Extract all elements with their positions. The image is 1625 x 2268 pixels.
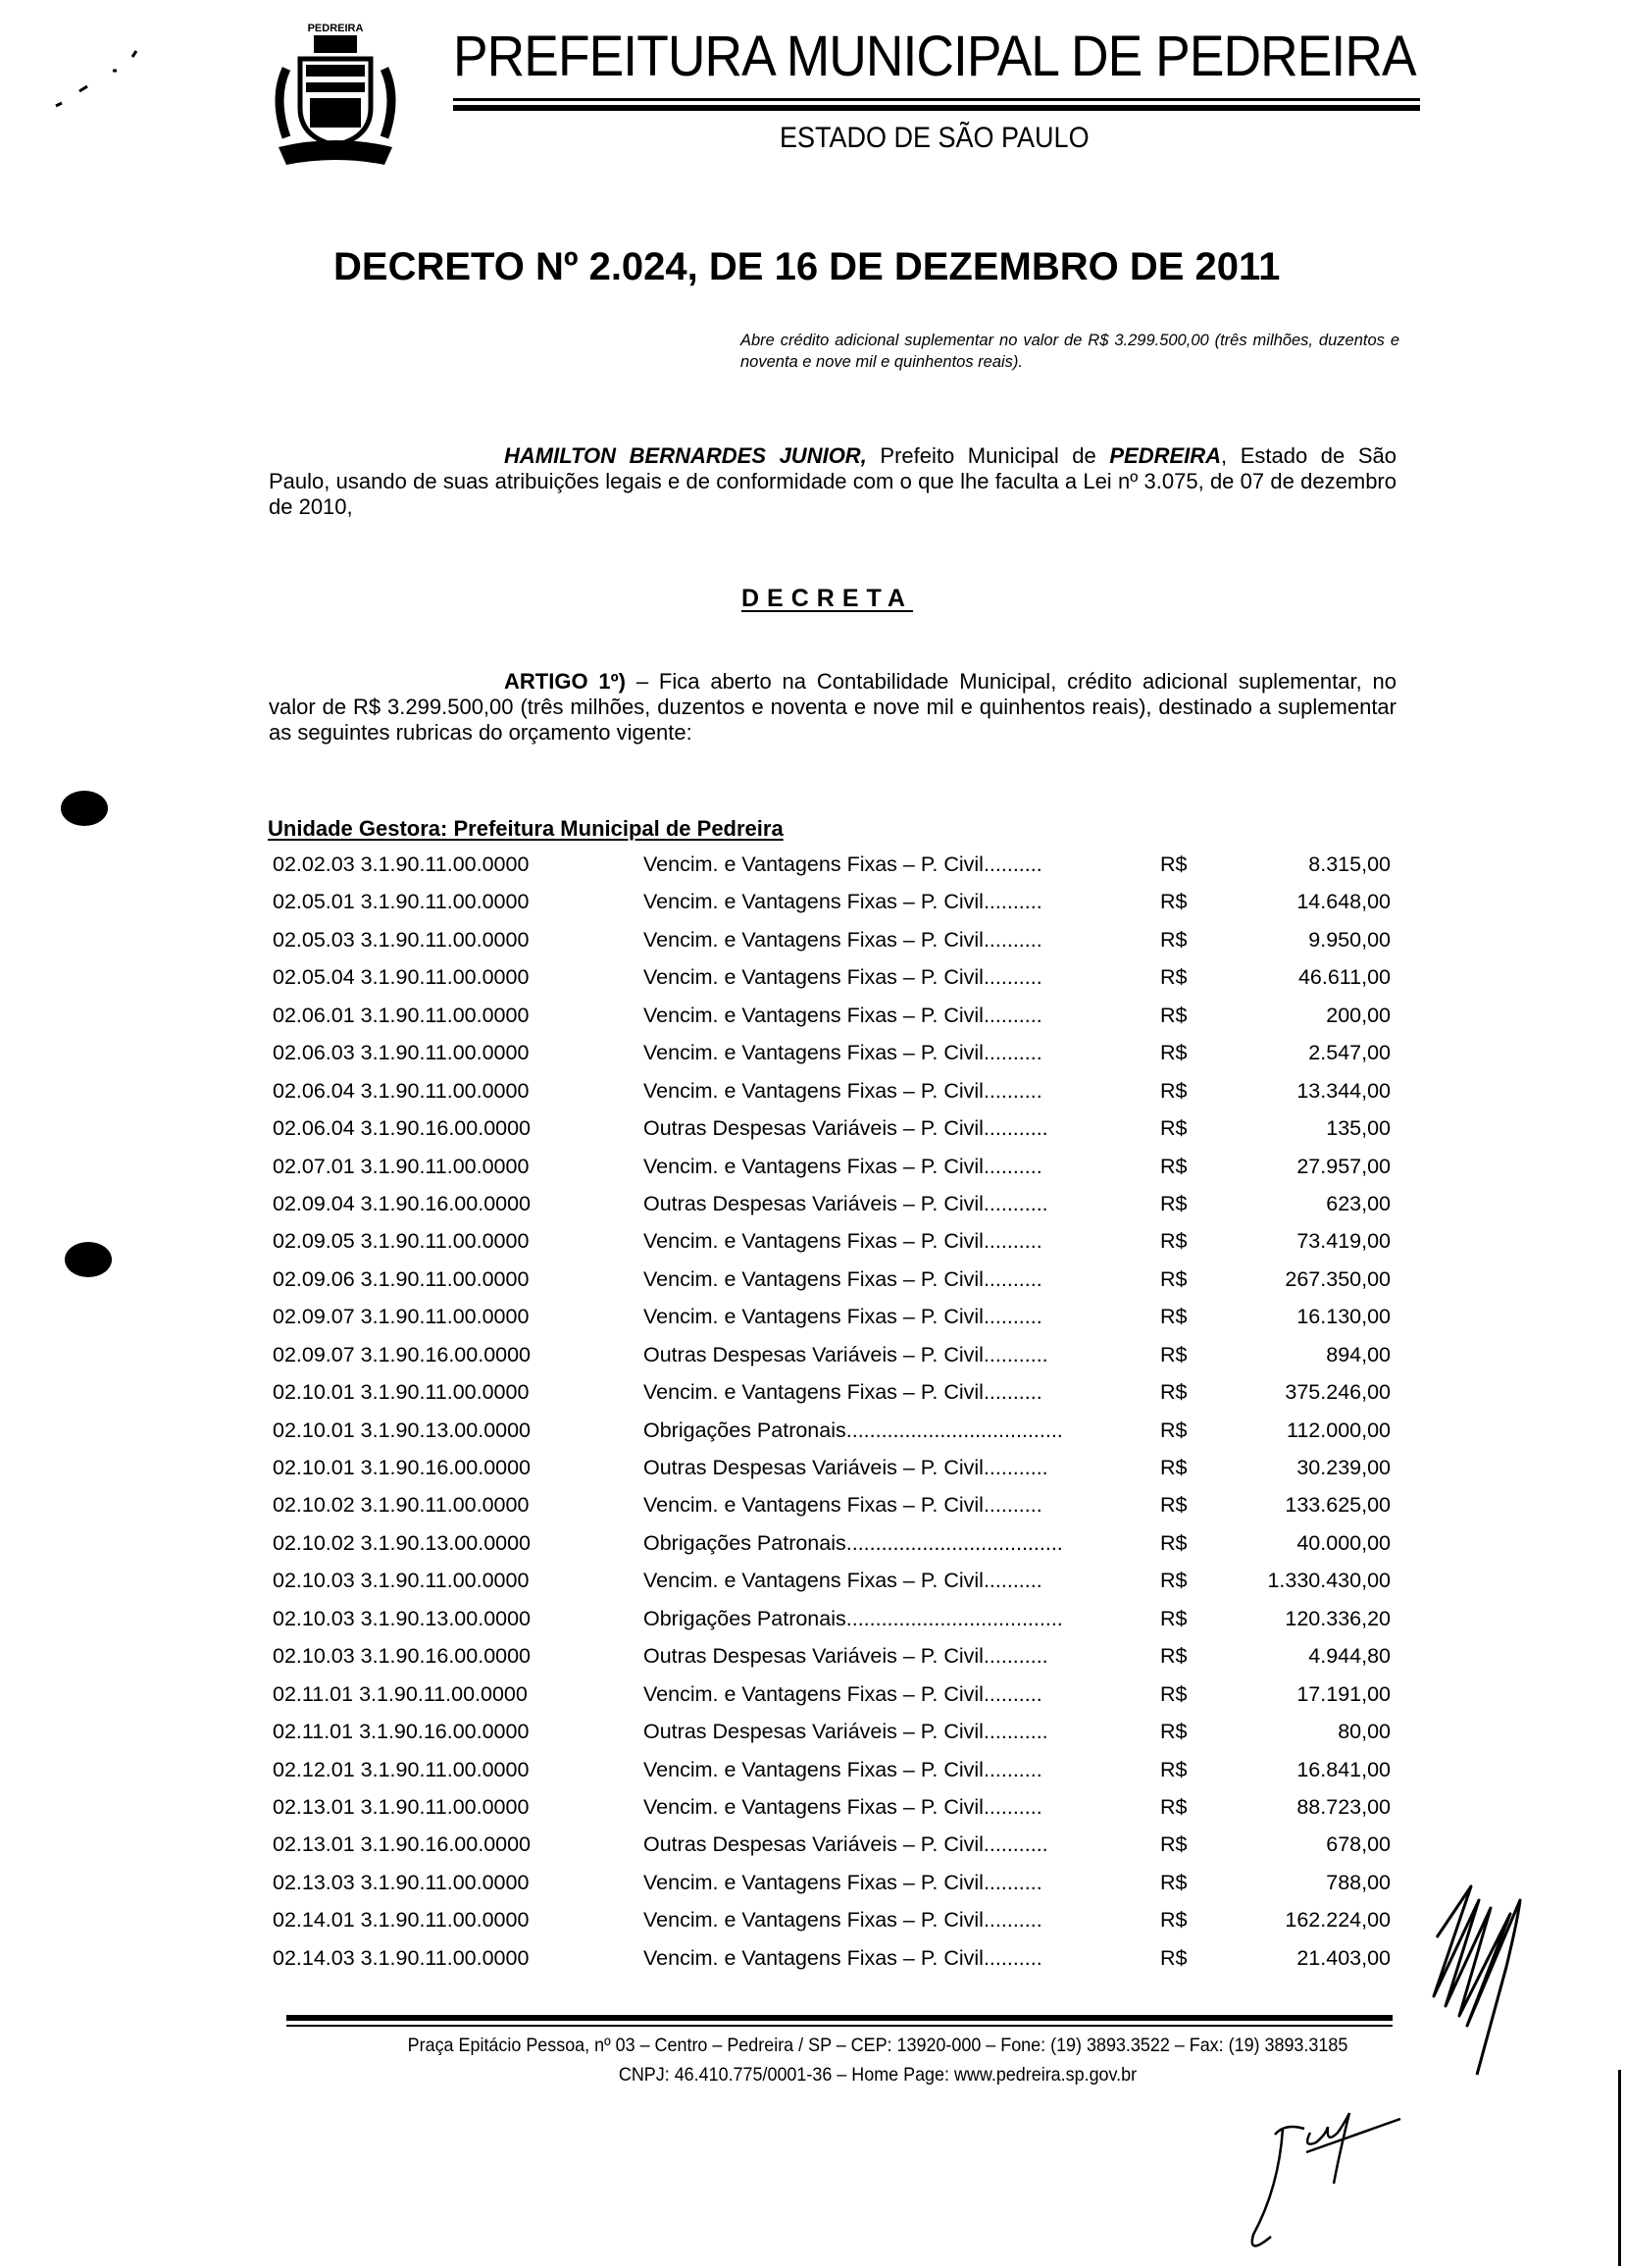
table-row	[273, 1113, 1391, 1151]
amount-value: 375.246,00	[1285, 1380, 1391, 1405]
account-code: 02.10.02 3.1.90.11.00.0000	[273, 1493, 530, 1518]
currency-label: R$	[1160, 1191, 1188, 1215]
amount-value: 133.625,00	[1285, 1493, 1391, 1518]
account-code: 02.09.07 3.1.90.11.00.0000	[273, 1305, 530, 1329]
table-row	[273, 1755, 1391, 1792]
expense-description: Vencim. e Vantagens Fixas – P. Civil..........	[643, 852, 1042, 876]
amount-value: 135,00	[1326, 1116, 1391, 1141]
expense-description: Vencim. e Vantagens Fixas – P. Civil..........	[643, 1266, 1042, 1291]
table-row	[273, 1189, 1391, 1226]
account-code: 02.14.01 3.1.90.11.00.0000	[273, 1908, 530, 1933]
mayor-name: HAMILTON BERNARDES JUNIOR,	[504, 443, 867, 468]
header-divider	[453, 98, 1420, 101]
preamble-text-2: , Estado de São Paulo, usando de suas atribuições legais e de conformidade com o que lhe faculta a Lei nº 3.075, de 07 de dezembro de 2010,	[269, 443, 1397, 519]
currency-label: R$	[1160, 1154, 1188, 1178]
amount-value: 788,00	[1326, 1870, 1391, 1894]
currency-label: R$	[1160, 1681, 1188, 1706]
currency-label: R$	[1160, 1870, 1188, 1894]
table-row	[273, 1905, 1391, 1942]
expense-description: Vencim. e Vantagens Fixas – P. Civil..........	[643, 1229, 1042, 1254]
table-row	[273, 1528, 1391, 1566]
expense-description: Vencim. e Vantagens Fixas – P. Civil..........	[643, 965, 1042, 990]
amount-value: 623,00	[1326, 1191, 1391, 1215]
preamble-text-1: Prefeito Municipal de	[866, 443, 1110, 468]
expense-description: Vencim. e Vantagens Fixas – P. Civil..........	[643, 1003, 1042, 1027]
table-row	[273, 1604, 1391, 1641]
currency-label: R$	[1160, 1305, 1188, 1329]
table-row	[273, 1717, 1391, 1754]
account-code: 02.05.04 3.1.90.11.00.0000	[273, 965, 530, 990]
expense-description: Outras Despesas Variáveis – P. Civil...........	[643, 1191, 1048, 1215]
footer-cnpj: CNPJ: 46.410.775/0001-36 – Home Page: www.pedreira.sp.gov.br	[618, 2064, 1138, 2086]
table-row	[273, 1490, 1391, 1527]
account-code: 02.06.01 3.1.90.11.00.0000	[273, 1003, 530, 1027]
expense-description: Vencim. e Vantagens Fixas – P. Civil..........	[643, 927, 1042, 952]
account-code: 02.09.06 3.1.90.11.00.0000	[273, 1266, 530, 1291]
amount-value: 46.611,00	[1297, 965, 1391, 990]
article-1-label: ARTIGO 1º)	[504, 669, 626, 694]
scan-edge-line	[1618, 2070, 1621, 2266]
hole-punch-mark	[65, 1242, 112, 1277]
amount-value: 80,00	[1338, 1720, 1391, 1744]
account-code: 02.09.04 3.1.90.16.00.0000	[273, 1191, 532, 1215]
handwritten-initials	[1245, 2109, 1422, 2266]
account-code: 02.13.01 3.1.90.11.00.0000	[273, 1794, 530, 1819]
currency-label: R$	[1160, 927, 1188, 952]
account-code: 02.14.03 3.1.90.11.00.0000	[273, 1945, 530, 1970]
account-code: 02.02.03 3.1.90.11.00.0000	[273, 852, 530, 876]
table-row	[273, 1416, 1391, 1453]
amount-value: 40.000,00	[1296, 1530, 1391, 1555]
amount-value: 162.224,00	[1285, 1908, 1391, 1933]
amount-value: 17.191,00	[1296, 1681, 1391, 1706]
account-code: 02.12.01 3.1.90.11.00.0000	[273, 1757, 530, 1781]
account-code: 02.09.07 3.1.90.16.00.0000	[273, 1342, 532, 1366]
footer-address: Praça Epitácio Pessoa, nº 03 – Centro – Pedreira / SP – CEP: 13920-000 – Fone: (19) 3893.3522 – Fax: (19) 3893.3185	[407, 2035, 1348, 2056]
currency-label: R$	[1160, 1569, 1188, 1593]
expense-description: Obrigações Patronais.....................................	[643, 1530, 1063, 1555]
currency-label: R$	[1160, 1418, 1188, 1442]
account-code: 02.11.01 3.1.90.16.00.0000	[273, 1720, 530, 1744]
table-row	[273, 1302, 1391, 1339]
expense-description: Vencim. e Vantagens Fixas – P. Civil..........	[643, 1757, 1042, 1781]
currency-label: R$	[1160, 1757, 1188, 1781]
account-code: 02.13.03 3.1.90.11.00.0000	[273, 1870, 530, 1894]
account-code: 02.10.01 3.1.90.13.00.0000	[273, 1418, 532, 1442]
amount-value: 21.403,00	[1296, 1945, 1391, 1970]
municipal-crest-icon	[257, 20, 414, 177]
table-row	[273, 1868, 1391, 1905]
currency-label: R$	[1160, 1493, 1188, 1518]
amount-value: 200,00	[1326, 1003, 1391, 1027]
expense-description: Outras Despesas Variáveis – P. Civil...........	[643, 1456, 1048, 1479]
footer-divider	[286, 2025, 1393, 2027]
table-row	[273, 1830, 1391, 1867]
article-1-paragraph	[269, 669, 1396, 746]
account-code: 02.05.01 3.1.90.11.00.0000	[273, 890, 530, 914]
expense-description: Obrigações Patronais.....................................	[643, 1606, 1063, 1630]
expense-description: Vencim. e Vantagens Fixas – P. Civil..........	[643, 1078, 1042, 1103]
account-code: 02.13.01 3.1.90.16.00.0000	[273, 1832, 532, 1857]
amount-value: 73.419,00	[1296, 1229, 1391, 1254]
expense-description: Vencim. e Vantagens Fixas – P. Civil..........	[643, 1569, 1042, 1593]
expense-description: Vencim. e Vantagens Fixas – P. Civil..........	[643, 1945, 1042, 1970]
currency-label: R$	[1160, 1380, 1188, 1405]
page-title: PREFEITURA MUNICIPAL DE PEDREIRA	[453, 25, 1416, 88]
account-code: 02.10.01 3.1.90.16.00.0000	[273, 1456, 532, 1479]
table-row	[273, 1943, 1391, 1981]
decree-title: DECRETO Nº 2.024, DE 16 DE DEZEMBRO DE 2011	[333, 245, 1281, 288]
account-code: 02.05.03 3.1.90.11.00.0000	[273, 927, 530, 952]
expense-description: Outras Despesas Variáveis – P. Civil...........	[643, 1832, 1048, 1857]
expense-description: Vencim. e Vantagens Fixas – P. Civil..........	[643, 1041, 1042, 1065]
table-row	[273, 887, 1391, 924]
table-row	[273, 1453, 1391, 1490]
table-row	[273, 1264, 1391, 1302]
currency-label: R$	[1160, 1530, 1188, 1555]
currency-label: R$	[1160, 1908, 1188, 1933]
currency-label: R$	[1160, 1003, 1188, 1027]
expense-description: Vencim. e Vantagens Fixas – P. Civil..........	[643, 1380, 1042, 1405]
amount-value: 88.723,00	[1296, 1794, 1391, 1819]
amount-value: 8.315,00	[1308, 852, 1391, 876]
currency-label: R$	[1160, 1720, 1188, 1744]
currency-label: R$	[1160, 1041, 1188, 1065]
currency-label: R$	[1160, 890, 1188, 914]
currency-label: R$	[1160, 1606, 1188, 1630]
currency-label: R$	[1160, 1342, 1188, 1366]
account-code: 02.10.03 3.1.90.16.00.0000	[273, 1644, 532, 1669]
amount-value: 2.547,00	[1308, 1041, 1391, 1065]
amount-value: 112.000,00	[1286, 1418, 1391, 1442]
table-row	[273, 1377, 1391, 1415]
expense-description: Outras Despesas Variáveis – P. Civil...........	[643, 1116, 1048, 1141]
amount-value: 27.957,00	[1296, 1154, 1391, 1178]
currency-label: R$	[1160, 1229, 1188, 1254]
amount-value: 1.330.430,00	[1267, 1569, 1391, 1593]
state-subtitle: ESTADO DE SÃO PAULO	[780, 122, 1090, 154]
crest-label: PEDREIRA	[307, 23, 364, 34]
amount-value: 14.648,00	[1296, 890, 1391, 914]
amount-value: 678,00	[1326, 1832, 1391, 1857]
table-row	[273, 1641, 1391, 1678]
decreta-heading: DECRETA	[741, 585, 913, 612]
currency-label: R$	[1160, 1116, 1188, 1141]
amount-value: 13.344,00	[1296, 1078, 1391, 1103]
currency-label: R$	[1160, 1945, 1188, 1970]
account-code: 02.10.03 3.1.90.11.00.0000	[273, 1569, 530, 1593]
table-row	[273, 1001, 1391, 1038]
account-code: 02.09.05 3.1.90.11.00.0000	[273, 1229, 530, 1254]
header-divider-thick	[453, 105, 1420, 111]
table-row	[273, 1226, 1391, 1263]
hole-punch-mark	[61, 791, 108, 826]
currency-label: R$	[1160, 1078, 1188, 1103]
amount-value: 120.336,20	[1285, 1606, 1391, 1630]
expense-description: Obrigações Patronais.....................................	[643, 1418, 1063, 1442]
expense-description: Outras Despesas Variáveis – P. Civil...........	[643, 1644, 1048, 1669]
unit-heading: Unidade Gestora: Prefeitura Municipal de Pedreira	[268, 816, 784, 841]
table-row	[273, 962, 1391, 1000]
account-code: 02.06.04 3.1.90.16.00.0000	[273, 1116, 532, 1141]
handwritten-signature-scribble	[1412, 1879, 1589, 2134]
currency-label: R$	[1160, 965, 1188, 990]
amount-value: 16.841,00	[1296, 1757, 1391, 1781]
amount-value: 16.130,00	[1296, 1305, 1391, 1329]
preamble-paragraph	[269, 443, 1396, 520]
account-code: 02.10.03 3.1.90.13.00.0000	[273, 1606, 532, 1630]
table-row	[273, 850, 1391, 887]
account-code: 02.06.03 3.1.90.11.00.0000	[273, 1041, 530, 1065]
currency-label: R$	[1160, 1266, 1188, 1291]
expense-description: Vencim. e Vantagens Fixas – P. Civil..........	[643, 1794, 1042, 1819]
amount-value: 9.950,00	[1308, 927, 1391, 952]
table-row	[273, 1038, 1391, 1075]
amount-value: 4.944,80	[1308, 1644, 1391, 1669]
expense-description: Vencim. e Vantagens Fixas – P. Civil..........	[643, 1493, 1042, 1518]
scan-artifact-marks	[54, 49, 142, 118]
expense-description: Vencim. e Vantagens Fixas – P. Civil..........	[643, 1681, 1042, 1706]
table-row	[273, 1566, 1391, 1603]
expense-description: Outras Despesas Variáveis – P. Civil...........	[643, 1720, 1048, 1744]
currency-label: R$	[1160, 1644, 1188, 1669]
table-row	[273, 925, 1391, 962]
table-row	[273, 1340, 1391, 1377]
account-code: 02.11.01 3.1.90.11.00.0000	[273, 1681, 528, 1706]
expense-description: Vencim. e Vantagens Fixas – P. Civil..........	[643, 1908, 1042, 1933]
account-code: 02.07.01 3.1.90.11.00.0000	[273, 1154, 530, 1178]
expense-description: Vencim. e Vantagens Fixas – P. Civil..........	[643, 1305, 1042, 1329]
currency-label: R$	[1160, 1456, 1188, 1479]
budget-table	[273, 850, 1391, 1981]
currency-label: R$	[1160, 852, 1188, 876]
table-row	[273, 1152, 1391, 1189]
footer-divider-thick	[286, 2015, 1393, 2021]
amount-value: 894,00	[1326, 1342, 1391, 1366]
article-1-text: – Fica aberto na Contabilidade Municipal, crédito adicional suplementar, no valor de R$ 3.299.500,00 (três milhões, duzentos e noventa e nove mil e quinhentos reais), destinado a suplementar as seguintes rubricas do orçamento vigente:	[269, 669, 1396, 745]
account-code: 02.10.01 3.1.90.11.00.0000	[273, 1380, 530, 1405]
table-row	[273, 1792, 1391, 1830]
decree-summary: Abre crédito adicional suplementar no valor de R$ 3.299.500,00 (três milhões, duzentos e noventa e nove mil e quinhentos reais).	[740, 332, 1399, 371]
expense-description: Vencim. e Vantagens Fixas – P. Civil..........	[643, 1154, 1042, 1178]
expense-description: Vencim. e Vantagens Fixas – P. Civil..........	[643, 1870, 1042, 1894]
city-name: PEDREIRA	[1109, 443, 1222, 468]
currency-label: R$	[1160, 1832, 1188, 1857]
amount-value: 267.350,00	[1285, 1266, 1391, 1291]
account-code: 02.06.04 3.1.90.11.00.0000	[273, 1078, 530, 1103]
expense-description: Outras Despesas Variáveis – P. Civil...........	[643, 1342, 1048, 1366]
amount-value: 30.239,00	[1296, 1456, 1391, 1479]
currency-label: R$	[1160, 1794, 1188, 1819]
table-row	[273, 1076, 1391, 1113]
account-code: 02.10.02 3.1.90.13.00.0000	[273, 1530, 532, 1555]
table-row	[273, 1679, 1391, 1717]
expense-description: Vencim. e Vantagens Fixas – P. Civil..........	[643, 890, 1042, 914]
